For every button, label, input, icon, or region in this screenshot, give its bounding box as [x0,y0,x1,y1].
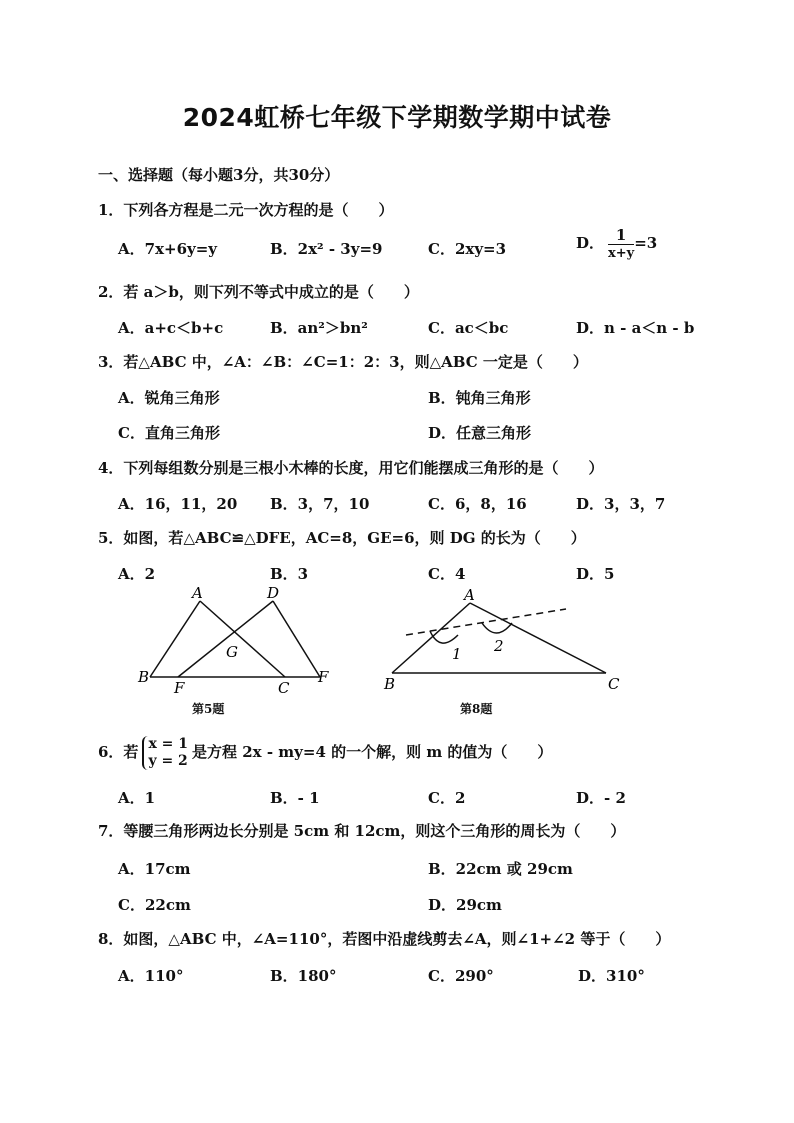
q1-option-b: B．2x² - 3y=9 [270,240,383,258]
q2-option-d: D．n - a＜n - b [576,319,695,337]
q6-option-d: D．- 2 [576,789,626,807]
q8-option-c: C．290° [428,967,494,985]
fig5-label-f1: F [174,679,185,695]
q2-option-a: A．a+c＜b+c [118,319,224,337]
q6-option-a: A．1 [118,789,156,807]
fig5-label-d: D [267,585,280,602]
fig5-label-g: G [226,643,238,661]
q7-option-d: D．29cm [428,896,502,914]
q2-option-b: B．an²＞bn² [270,319,368,337]
question-1: 1．下列各方程是二元一次方程的是（ ） [98,201,394,219]
q7-option-a: A．17cm [118,860,191,878]
q4-option-b: B．3，7，10 [270,495,370,513]
q5-option-c: C．4 [428,565,466,583]
question-2: 2．若 a＞b，则下列不等式中成立的是（ ） [98,283,419,301]
figure-8-caption: 第8题 [460,702,493,716]
q8-option-d: D．310° [578,967,645,985]
fig8-label-1: 1 [452,645,462,663]
fig5-edge-de [273,601,320,677]
q3-option-c: C．直角三角形 [118,424,220,442]
q7-option-c: C．22cm [118,896,191,914]
page-title: 2024虹桥七年级下学期数学期中试卷 [182,103,612,132]
q4-option-c: C．6，8，16 [428,495,527,513]
fig5-label-b: B [138,668,150,686]
figure-8 [380,583,630,695]
fraction: $\frac{1}{x+y}$ [608,226,635,261]
q5-option-b: B．3 [270,565,309,583]
fig8-angle-1-arc [430,631,458,643]
q5-option-a: A．2 [118,565,156,583]
q1-option-a: A．7x+6y=y [118,240,218,258]
section-heading: 一、选择题（每小题3分，共30分） [98,166,340,184]
question-4: 4．下列每组数分别是三根小木棒的长度，用它们能摆成三角形的是（ ） [98,459,604,477]
q4-option-d: D．3，3，7 [576,495,666,513]
fig5-edge-ac [200,601,285,677]
q3-option-b: B．钝角三角形 [428,389,531,407]
fig8-label-c: C [608,675,620,693]
question-7: 7．等腰三角形两边长分别是 5cm 和 12cm，则这个三角形的周长为（ ） [98,822,626,840]
fig5-label-c: C [278,679,290,695]
fig8-label-a: A [464,586,475,604]
fig8-label-2: 2 [494,637,504,655]
q3-option-a: A．锐角三角形 [118,389,220,407]
fig8-angle-2-arc [482,623,512,633]
q5-option-d: D．5 [576,565,615,583]
q3-option-d: D．任意三角形 [428,424,532,442]
q2-option-c: C．ac＜bc [428,319,509,337]
figure-5-caption: 第5题 [192,702,225,716]
question-5: 5．如图，若△ABC≌△DFE，AC=8，GE=6，则 DG 的长为（ ） [98,529,586,547]
question-3: 3．若△ABC 中，∠A：∠B：∠C=1：2：3，则△ABC 一定是（ ） [98,353,588,371]
equation-system: x = 1 y = 2 [142,736,188,770]
question-8: 8．如图，△ABC 中，∠A=110°，若图中沿虚线剪去∠A，则∠1+∠2 等于（ ） [98,930,671,948]
q4-option-a: A．16，11，20 [118,495,238,513]
q1-option-c: C．2xy=3 [428,240,507,258]
q1-option-d: D． $\frac{1}{x+y}$ =3 [576,226,658,261]
figure-5 [130,585,340,695]
q8-option-b: B．180° [270,967,337,985]
fig5-label-a: A [192,585,203,602]
fig5-label-f2: F [318,668,329,686]
q7-option-b: B．22cm 或 29cm [428,860,573,878]
q8-option-a: A．110° [118,967,184,985]
fig8-label-b: B [384,675,396,693]
q6-option-c: C．2 [428,789,466,807]
q6-option-b: B．- 1 [270,789,320,807]
question-6: 6．若 x = 1 y = 2 是方程 2x - my=4 的一个解，则 m 的值为（ ） [98,736,553,769]
